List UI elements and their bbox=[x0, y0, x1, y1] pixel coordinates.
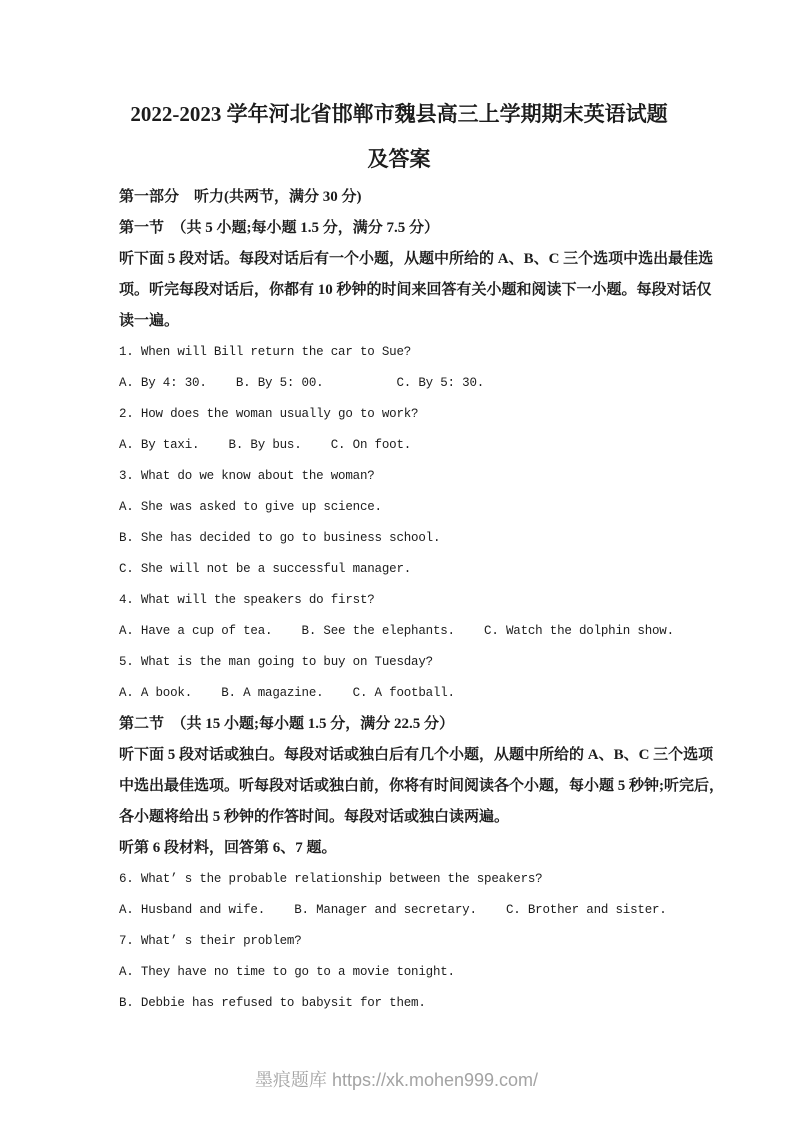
section-2-instructions-2: 中选出最佳选项。听每段对话或独白前，你将有时间阅读各个小题，每小题 5 秒钟;听完后， bbox=[119, 778, 724, 794]
doc-title-line2: 及答案 bbox=[367, 147, 431, 171]
question-2: 2. How does the woman usually go to work? bbox=[119, 407, 419, 421]
question-3: 3. What do we know about the woman? bbox=[119, 469, 375, 483]
section-1-instructions-2: 项。听完每段对话后，你都有 10 秒钟的时间来回答有关小题和阅读下一小题。每段对话仅 bbox=[119, 282, 712, 298]
question-3-option-c: C. She will not be a successful manager. bbox=[119, 562, 412, 576]
section-2-heading: 第二节 （共 15 小题;每小题 1.5 分，满分 22.5 分） bbox=[119, 716, 454, 732]
section-2-instructions-3: 各小题将给出 5 秒钟的作答时间。每段对话或独白读两遍。 bbox=[119, 809, 510, 825]
doc-title-line1: 2022-2023 学年河北省邯郸市魏县高三上学期期末英语试题 bbox=[130, 102, 668, 126]
question-7: 7. What’ s their problem? bbox=[119, 934, 302, 948]
question-7-option-a: A. They have no time to go to a movie tonight. bbox=[119, 965, 455, 979]
question-5-options: A. A book. B. A magazine. C. A football. bbox=[119, 686, 455, 700]
section-2-instructions-1: 听下面 5 段对话或独白。每段对话或独白后有几个小题，从题中所给的 A、B、C 三个选项 bbox=[119, 747, 714, 763]
document-body bbox=[119, 92, 724, 1019]
question-2-options: A. By taxi. B. By bus. C. On foot. bbox=[119, 438, 412, 452]
question-1: 1. When will Bill return the car to Sue? bbox=[119, 345, 412, 359]
question-3-option-a: A. She was asked to give up science. bbox=[119, 500, 382, 514]
part-1-heading: 第一部分 听力(共两节，满分 30 分) bbox=[119, 189, 362, 205]
question-3-option-b: B. She has decided to go to business school. bbox=[119, 531, 441, 545]
question-6: 6. What’ s the probable relationship between the speakers? bbox=[119, 872, 543, 886]
section-1-heading: 第一节 （共 5 小题;每小题 1.5 分，满分 7.5 分） bbox=[119, 220, 439, 236]
question-1-options: A. By 4: 30. B. By 5: 00. C. By 5: 30. bbox=[119, 376, 485, 390]
question-7-option-b: B. Debbie has refused to babysit for them. bbox=[119, 996, 426, 1010]
question-6-options: A. Husband and wife. B. Manager and secretary. C. Brother and sister. bbox=[119, 903, 667, 917]
question-4-options: A. Have a cup of tea. B. See the elephants. C. Watch the dolphin show. bbox=[119, 624, 674, 638]
section-1-instructions-3: 读一遍。 bbox=[119, 313, 180, 329]
section-1-instructions-1: 听下面 5 段对话。每段对话后有一个小题，从题中所给的 A、B、C 三个选项中选出最佳选 bbox=[119, 251, 714, 267]
material-6-prompt: 听第 6 段材料，回答第 6、7 题。 bbox=[119, 840, 337, 856]
site-footer: 墨痕题库 https://xk.mohen999.com/ bbox=[254, 1070, 539, 1090]
question-5: 5. What is the man going to buy on Tuesday? bbox=[119, 655, 433, 669]
question-4: 4. What will the speakers do first? bbox=[119, 593, 375, 607]
